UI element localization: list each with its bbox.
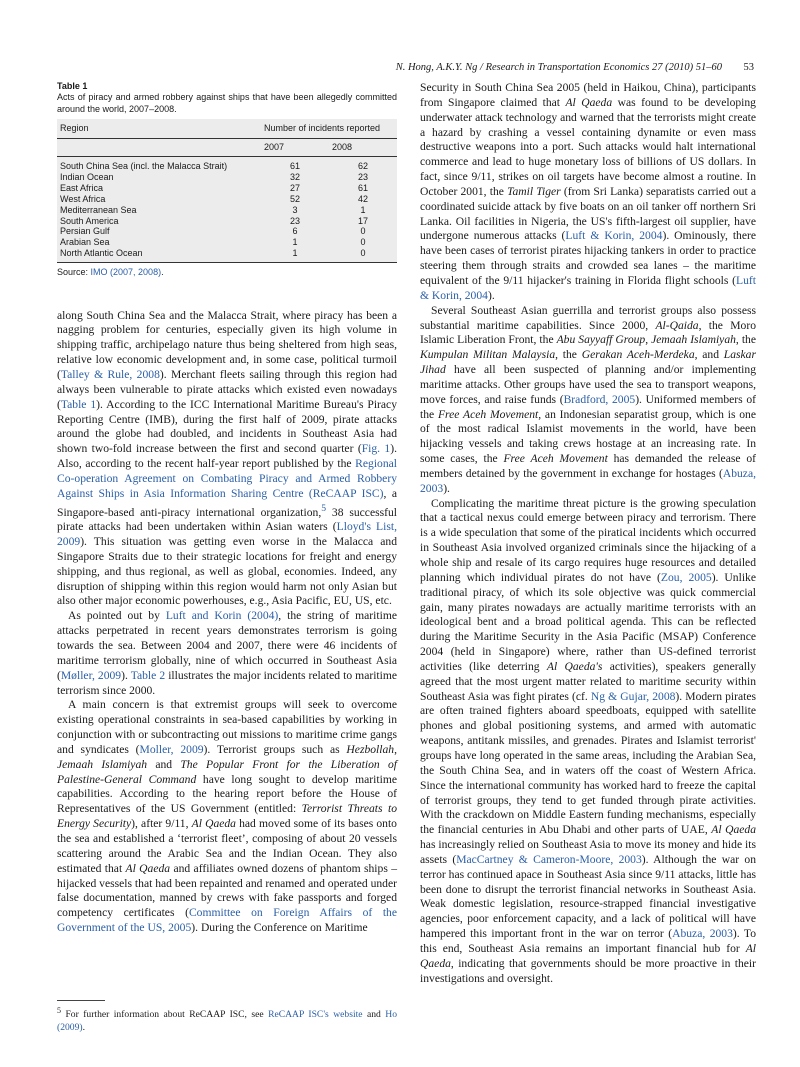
cell-2007: 1 (292, 237, 298, 248)
table-row (57, 205, 397, 216)
left-column (57, 81, 397, 936)
footnote-divider (57, 1000, 105, 1001)
col-header-2007: 2007 (261, 139, 329, 157)
citation-link[interactable]: Bradford, 2005 (563, 392, 636, 406)
table-ref-link[interactable]: Table 2 (130, 668, 166, 682)
cell-region: South America (60, 215, 119, 226)
footnote-mark: 5 (57, 1006, 61, 1015)
cell-2008: 0 (360, 237, 366, 248)
running-header (0, 62, 800, 78)
cell-2007: 52 (289, 193, 300, 204)
cell-region: Indian Ocean (60, 171, 114, 182)
cell-region: South China Sea (incl. the Malacca Strait) (60, 161, 228, 172)
citation-link[interactable]: Lloyd's List, 2009 (57, 520, 397, 549)
running-title: N. Hong, A.K.Y. Ng / Research in Transportation Economics 27 (2010) 51–60 (395, 62, 722, 73)
table-1 (57, 81, 397, 279)
cell-region: North Atlantic Ocean (57, 248, 261, 262)
col-header-region: Region (57, 119, 261, 138)
table-row (57, 226, 397, 237)
cell-2008: 0 (360, 226, 366, 237)
table-title: Table 1 (57, 81, 88, 91)
source-link[interactable]: IMO (2007, 2008) (90, 267, 162, 278)
table-row (57, 157, 397, 172)
citation-link[interactable]: Committee on Foreign Affairs of the Government of the US, 2005 (57, 906, 398, 935)
cell-2008: 17 (357, 215, 368, 226)
table-row (57, 248, 397, 262)
cell-2007: 32 (289, 171, 300, 182)
paragraph: Complicating the maritime threat picture is the growing speculation that a tactical nexus could emerge between piracy and terrorism. There is a wide speculation that some of the piratical incidents which occurred in Southeast Asia involved organized criminals since the hijacking of a whole ship and resale of its cargo requires huge resources and detailed planning which individual pirates do not have (Zou, 2005). Unlike traditional piracy, of which its sole objective was quick commercial gain, many pirates nowadays are actually maritime terrorists with an ideological bent and a broad political agenda. This can be reflected during the Maritime Security in the Asia Pacific (MSAP) Conference 2004 (held in Singapore) where, rather than US-defined terrorist activities (like deterring Al Qaeda's activities), speakers generally agreed that the most urgent matter related to maritime security within Southeast Asia was fight pirates (cf. Ng & Gujar, 2008). Modern pirates are often trained fighters aboard speedboats, equipped with satellite phones and global positioning systems, and armed with automatic weapons, antitank missiles, and grenades. Pirates and Islamist terrorist' groups have long operated in the same areas, including the Arabian Sea, the South China Sea, and in waters off the coast of Western Africa. Since the international community has worked hard to freeze the capital of terrorist groups, they tend to get funded through pirate activities. With the crackdown on Middle Eastern funding mechanisms, especially the financial centuries in Abu Dhabi and other parts of UAE, Al Qaeda has increasingly relied on Southeast Asia to move its money and hide its assets (MacCartney & Cameron-Moore, 2003). Although the war on terror has continued apace in Southeast Asia since 9/11 attacks, little has been done to disrupt the terrorist financial networks in Southeast Asia. Weak domestic legislation, resource-strapped financial investigative agencies, poor enforcement capacity, and a lack of political will have hampered this important front in the war on terror (Abuza, 2003). To this end, Southeast Asia remains an important financial hub for Al Qaeda, indicating that governments should be more proactive in their investigations and oversight. (420, 496, 756, 985)
footnote-ref-link[interactable]: 5 (321, 502, 327, 514)
figure-ref-link[interactable]: Fig. 1 (361, 442, 391, 456)
citation-link[interactable]: Møller, 2009 (60, 668, 122, 682)
citation-link[interactable]: Abuza, 2003 (672, 927, 733, 941)
cell-region: Persian Gulf (60, 226, 110, 237)
cell-2007: 1 (261, 248, 329, 262)
paragraph: Security in South China Sea 2005 (held in Haikou, China), participants from Singapore claimed that Al Qaeda was found to be developing underwater attack technology and warned that the terrorists might create a hazard by crashing a vessel containing dynamite or even mass destructive weapons into a port. Such attacks would halt international commerce and lead to huge monetary loss of billions of US dollars. In fact, since 9/11, strikes on oil targets have become almost a routine. In October 2001, the Tamil Tiger (from Sri Lanka) separatists carried out a coordinated suicide attack by five boats on an oil tanker off northern Sri Lanka. Oil facilities in Nigeria, the US's fifth-largest oil supplier, have undergone numerous attacks (Luft & Korin, 2004). Ominously, there have been cases of terrorist pirates hijacking tankers in order to practice steering them through straits and crowded sea lanes – the maritime equivalent of the 9/11 hijacker's training in Florida flight schools (Luft & Korin, 2004). (420, 81, 757, 302)
recaap-website-link[interactable]: ReCAAP ISC's website (268, 1009, 363, 1021)
table-row (57, 172, 397, 183)
paragraph: Several Southeast Asian guerrilla and terrorist groups also possess substantial maritime capabilities. Since 2000, Al-Qaida, the Moro Islamic Liberation Front, the Abu Sayyaff Group, Jemaah Islamiyah, the Kumpulan Militan Malaysia, the Gerakan Aceh-Merdeka, and Laskar Jihad have all been suspected of planning and/or implementing maritime attacks. Other groups have used the sea to transport weapons, move forces, and raise funds (Bradford, 2005). Uniformed members of the Free Aceh Movement, an Indonesian separatist group, which is one of the most radical Islamist movements in the world, have been hijacking vessels and taking crews hostage at an increasing rate. In some cases, the Free Aceh Movement has demanded the release of members detained by the government in exchange for hostages (Abuza, 2003). (420, 303, 756, 495)
citation-link[interactable]: Talley & Rule, 2008 (60, 367, 160, 381)
cell-region: Mediterranean Sea (60, 204, 137, 215)
incidents-table (57, 119, 397, 263)
table-row (57, 183, 397, 194)
cell-region: Arabian Sea (60, 237, 110, 248)
cell-2007: 23 (289, 215, 300, 226)
citation-link[interactable]: Ho (2009) (57, 1009, 398, 1033)
citation-link[interactable]: Moller, 2009 (139, 742, 204, 756)
table-caption: Acts of piracy and armed robbery against ships that have been allegedly committed around the world, 2007–2008. (57, 92, 397, 114)
table-row (57, 237, 397, 248)
cell-2008: 42 (357, 193, 368, 204)
citation-link[interactable]: Zou, 2005 (660, 570, 712, 584)
table-row (57, 194, 397, 205)
cell-region: West Africa (60, 193, 106, 204)
citation-link[interactable]: Luft & Korin, 2004 (565, 229, 663, 243)
cell-2007: 3 (292, 204, 298, 215)
citation-link[interactable]: Ng & Gujar, 2008 (590, 689, 676, 703)
cell-2007: 27 (289, 182, 300, 193)
footnote: $^5$ For further information about ReCAAP ISC, see ReCAAP ISC's website and Ho (2009). (57, 1006, 398, 1033)
cell-2008: 62 (357, 161, 368, 172)
cell-2008: 23 (357, 171, 368, 182)
cell-2007: 61 (289, 161, 300, 172)
table-ref-link[interactable]: Table 1 (60, 397, 97, 411)
cell-2008: 1 (360, 204, 366, 215)
cell-region: East Africa (60, 182, 104, 193)
right-column (420, 81, 756, 986)
table-source (57, 267, 397, 278)
source-label: Source: (57, 267, 91, 278)
citation-link[interactable]: Luft & Korin, 2004 (420, 273, 756, 302)
col-header-2008: 2008 (329, 139, 397, 157)
citation-link[interactable]: Abuza, 2003 (420, 466, 756, 495)
paragraph: along South China Sea and the Malacca Strait, where piracy has been a nagging problem for centuries, especially given its high volume in shipping traffic, archipelago nature thus being sheltered from high seas, relative low economic development and, in some case, political turmoil (Talley & Rule, 2008). Merchant fleets sailing through this region had always been vulnerable to pirate attacks which existed even nowadays (Table 1). According to the ICC International Maritime Bureau's Piracy Reporting Centre (IMB), during the first half of 2009, pirate attacks around the globe had doubled, and incidents in Southeast Asia had shown two-fold increase between the first and second quarter (Fig. 1). Also, according to the recent half-year report published by the Regional Co-operation Agreement on Combating Piracy and Armed Robbery Against Ships in Asia Information Sharing Centre (ReCAAP ISC), a Singapore-based anti-piracy international organization,$^5$ 38 successful pirate attacks had been undertaken within Asian waters (Lloyd's List, 2009). This situation was getting even worse in the Malacca and Singapore Straits due to their strategic locations for freight and energy shipping, and thus regional, as well as global, economies. Indeed, any disruption of shipping within this region would harm not only Asian but also other major economic powerhouses, e.g., Asia Pacific, EU, US, etc. (57, 308, 398, 608)
col-header-incidents: Number of incidents reported (261, 119, 397, 138)
paragraph: As pointed out by Luft and Korin (2004), the string of maritime attacks perpetrated in recent years demonstrates terrorism is going towards the sea. Between 2004 and 2007, there were 46 incidents of maritime terrorism globally, nine of which occurred in Southeast Asia (Møller, 2009). Table 2 illustrates the major incidents related to maritime terrorism since 2000. (57, 609, 398, 697)
cell-2008: 61 (357, 182, 368, 193)
source-end: . (161, 267, 164, 278)
table-row (57, 216, 397, 227)
cell-2007: 6 (292, 226, 298, 237)
citation-link[interactable]: Luft and Korin (2004) (165, 609, 279, 623)
page-number: 53 (743, 62, 754, 73)
recaap-link[interactable]: Regional Co-operation Agreement on Combating Piracy and Armed Robbery Against Ships in Asia Information Sharing Centre (ReCAAP ISC) (57, 457, 397, 500)
cell-2008: 0 (329, 248, 397, 262)
citation-link[interactable]: MacCartney & Cameron-Moore, 2003 (456, 852, 642, 866)
paragraph: A main concern is that extremist groups will seek to overcome existing operational constraints in sea-based capabilities by working in conjunction with or subcontracting out missions to maritime crime gangs and syndicates (Moller, 2009). Terrorist groups such as Hezbollah, Jemaah Islamiyah and The Popular Front for the Liberation of Palestine-General Command have long sought to develop maritime capabilities. According to the hearing report before the House of Representatives of the US Government (entitled: Terrorist Threats to Energy Security), after 9/11, Al Qaeda had moved some of its bases onto the sea and established a ‘terrorist fleet’, composing of about 20 vessels scattering around the Arabic Sea and the Indian Ocean. They also estimated that Al Qaeda and affiliates owned dozens of phantom ships – hijacked vessels that had been repainted and renamed and operated under false documentation, manned by crews with fake passports and forged competency certificates (Committee on Foreign Affairs of the Government of the US, 2005). During the Conference on Maritime (57, 698, 398, 935)
